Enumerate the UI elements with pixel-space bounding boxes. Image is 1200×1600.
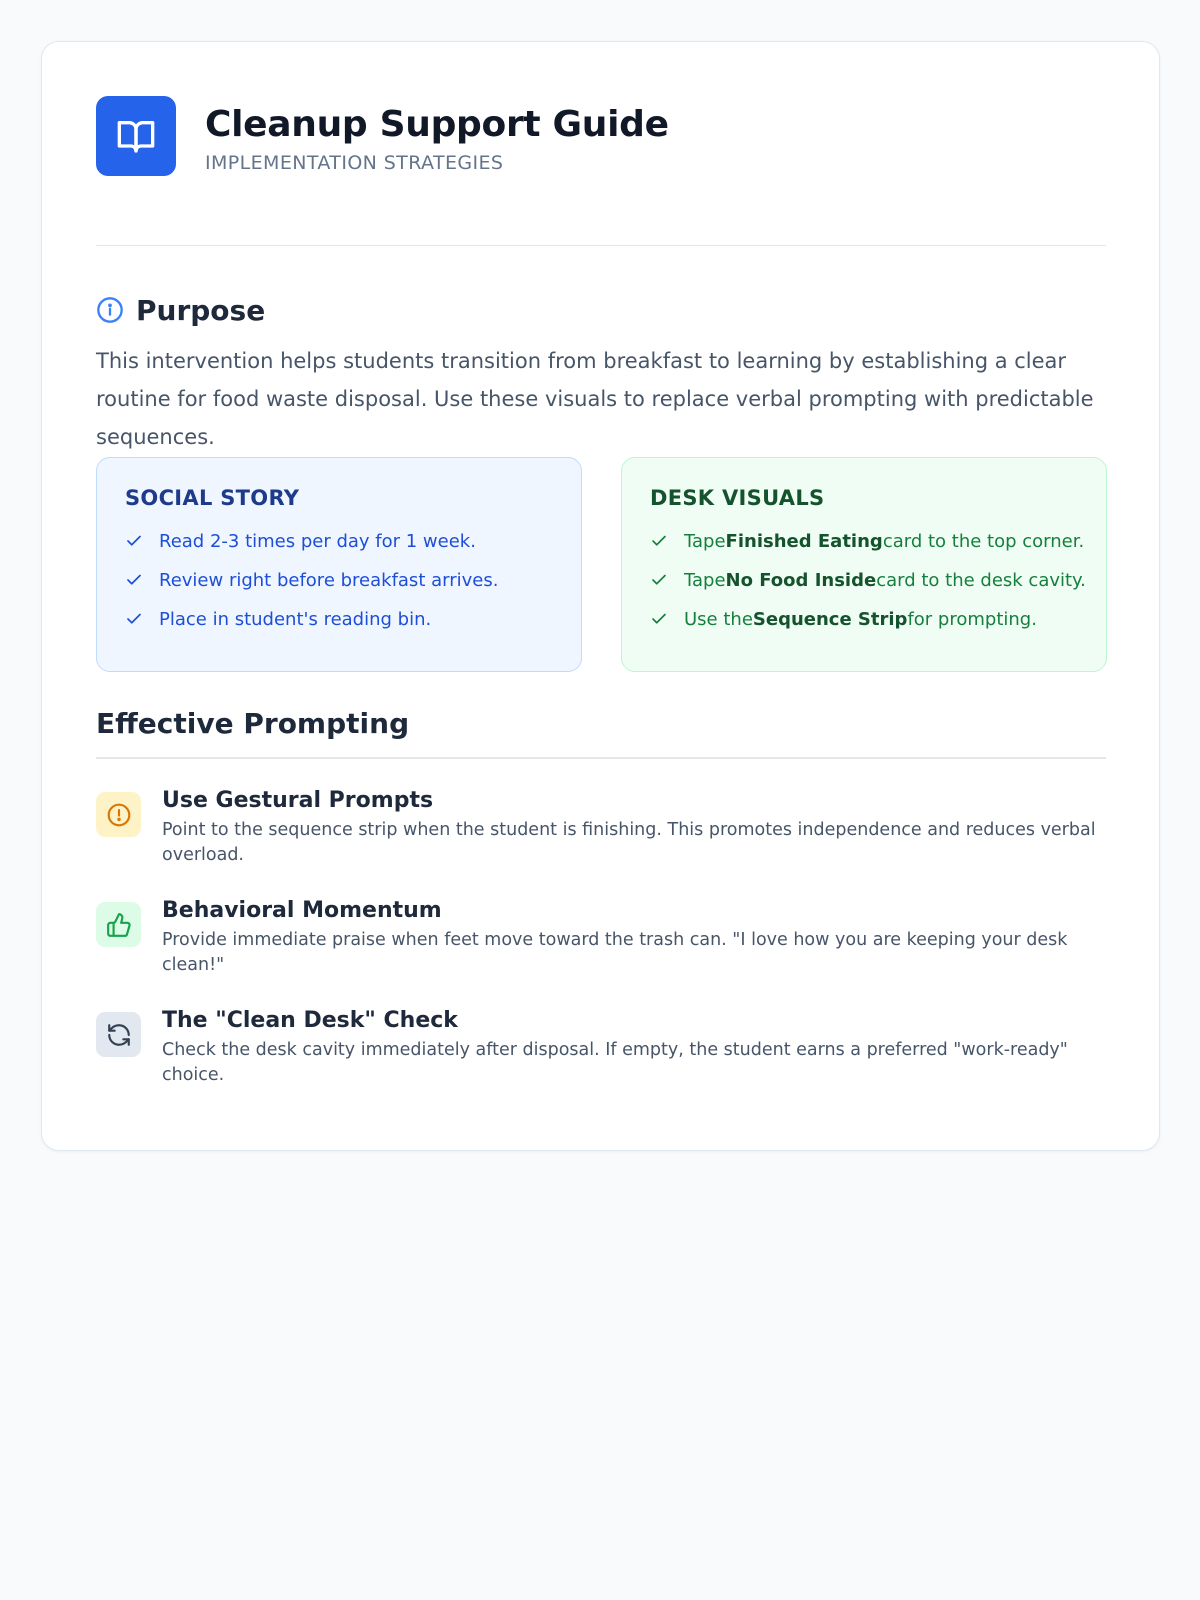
check-icon	[125, 571, 143, 589]
list-item-post: card to the desk cavity.	[876, 569, 1086, 591]
page-subtitle: IMPLEMENTATION STRATEGIES	[205, 152, 504, 174]
prompting-item-desc: Check the desk cavity immediately after disposal. If empty, the student earns a preferred "work-ready" choice.	[162, 1040, 1068, 1085]
list-item	[125, 606, 553, 632]
list-item-text: Read 2-3 times per day for 1 week.	[159, 530, 476, 552]
open-book-icon	[96, 96, 176, 176]
list-item	[650, 567, 1086, 593]
guide-card	[41, 41, 1160, 1151]
alert-circle-icon	[96, 792, 141, 837]
list-item-bold: No Food Inside	[725, 569, 877, 591]
prompting-item-desc: Point to the sequence strip when the student is finishing. This promotes independence and reduces verbal overload.	[162, 820, 1096, 865]
social-story-panel	[96, 457, 582, 672]
list-item	[650, 528, 1085, 554]
list-item-post: for prompting.	[907, 608, 1037, 630]
desk-visuals-title: DESK VISUALS	[650, 486, 825, 510]
list-item-post: card to the top corner.	[882, 530, 1085, 552]
social-story-title: SOCIAL STORY	[125, 486, 300, 510]
check-icon	[125, 610, 143, 628]
prompting-item	[96, 1008, 1106, 1102]
page-title: Cleanup Support Guide	[205, 104, 669, 145]
info-icon	[96, 296, 124, 324]
list-item	[125, 567, 553, 593]
check-icon	[650, 571, 668, 589]
list-item	[650, 606, 1078, 632]
prompting-item	[96, 788, 1106, 882]
prompting-item-title: Use Gestural Prompts	[162, 788, 434, 813]
list-item-bold: Sequence Strip	[752, 608, 908, 630]
prompting-item	[96, 898, 1106, 992]
purpose-text: This intervention helps students transition from breakfast to learning by establishing a clear routine for food waste disposal. Use these visuals to replace verbal prompting with predictable sequences.	[96, 349, 1094, 449]
list-item-text: Review right before breakfast arrives.	[159, 569, 499, 591]
list-item	[125, 528, 553, 554]
desk-visuals-panel	[621, 457, 1107, 672]
purpose-heading	[96, 292, 265, 328]
check-icon	[650, 610, 668, 628]
prompting-item-title: Behavioral Momentum	[162, 898, 442, 923]
check-icon	[125, 532, 143, 550]
prompting-item-desc: Provide immediate praise when feet move toward the trash can. "I love how you are keeping your desk clean!"	[162, 930, 1068, 975]
list-item-bold: Finished Eating	[725, 530, 883, 552]
list-item-text: Place in student's reading bin.	[159, 608, 432, 630]
refresh-icon	[96, 1012, 141, 1057]
check-icon	[650, 532, 668, 550]
header	[96, 96, 1106, 246]
thumbs-up-icon	[96, 902, 141, 947]
list-item-pre: Tape	[684, 530, 726, 552]
list-item-pre: Tape	[684, 569, 726, 591]
list-item-pre: Use the	[684, 608, 753, 630]
prompting-heading: Effective Prompting	[96, 707, 1106, 759]
prompting-item-title: The "Clean Desk" Check	[162, 1008, 458, 1033]
purpose-title: Purpose	[136, 293, 266, 327]
